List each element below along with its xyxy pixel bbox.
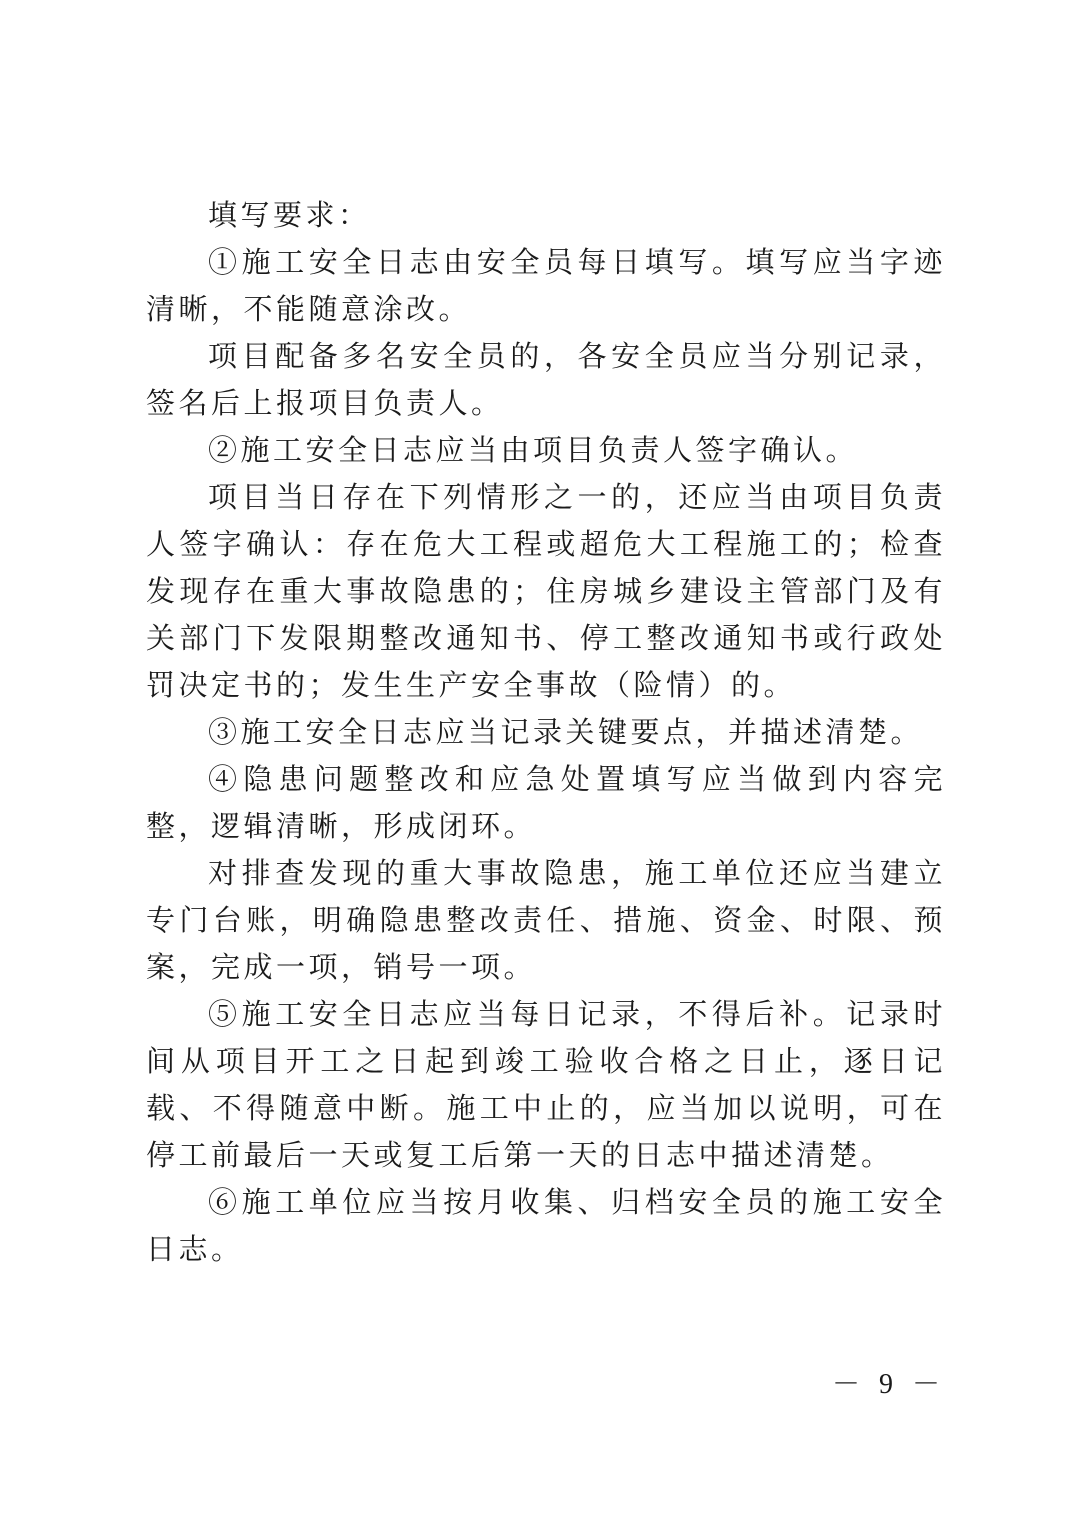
requirement-1-paragraph: ①施工安全日志由安全员每日填写。填写应当字迹清晰，不能随意涂改。 — [146, 245, 946, 326]
requirement-4-paragraph: ④隐患问题整改和应急处置填写应当做到内容完整，逻辑清晰，形成闭环。 — [146, 762, 946, 843]
requirement-5-paragraph: ⑤施工安全日志应当每日记录，不得后补。记录时间从项目开工之日起到竣工验收合格之日止，逐日记载、不得随意中断。施工中止的，应当加以说明，可在停工前最后一天或复工后第一天的日志中描述清楚。 — [146, 997, 946, 1172]
requirement-3-paragraph: ③施工安全日志应当记录关键要点，并描述清楚。 — [208, 715, 924, 749]
document-body — [146, 192, 946, 1273]
page-number: － 9 － — [831, 1369, 946, 1400]
multiple-safety-officers-paragraph: 项目配备多名安全员的，各安全员应当分别记录，签名后上报项目负责人。 — [146, 339, 946, 420]
requirement-6-paragraph: ⑥施工单位应当按月收集、归档安全员的施工安全日志。 — [146, 1185, 946, 1266]
section-heading: 填写要求： — [208, 198, 371, 232]
requirement-2-paragraph: ②施工安全日志应当由项目负责人签字确认。 — [208, 433, 859, 467]
confirmation-conditions-paragraph: 项目当日存在下列情形之一的，还应当由项目负责人签字确认：存在危大工程或超危大工程施工的；检查发现存在重大事故隐患的；住房城乡建设主管部门及有关部门下发限期整改通知书、停工整改通知书或行政处罚决定书的；发生生产安全事故（险情）的。 — [146, 480, 946, 702]
hazard-ledger-paragraph: 对排查发现的重大事故隐患，施工单位还应当建立专门台账，明确隐患整改责任、措施、资金、时限、预案，完成一项，销号一项。 — [146, 856, 946, 984]
